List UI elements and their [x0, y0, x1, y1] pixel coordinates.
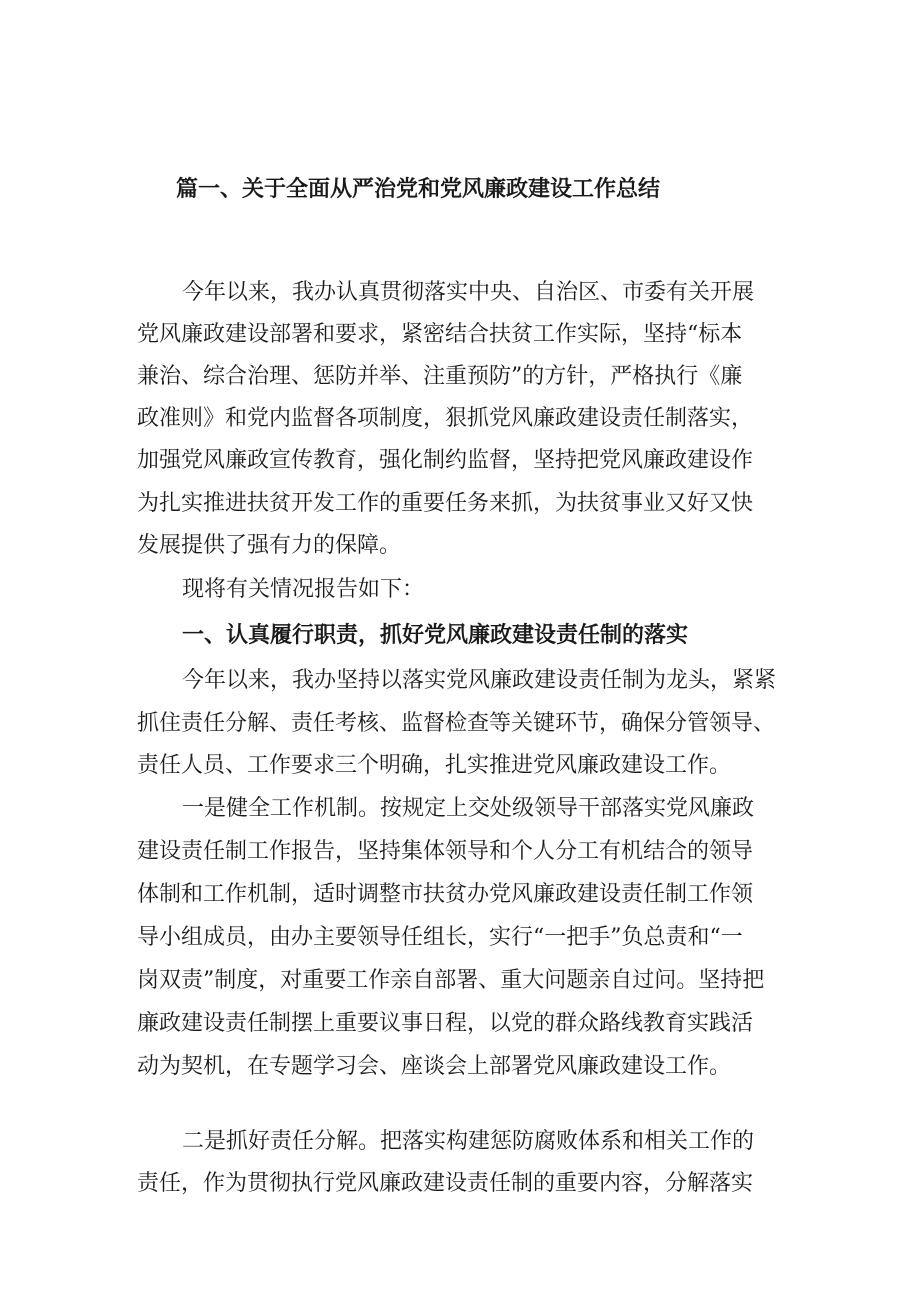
paragraph-line: 一是健全工作机制。按规定上交处级领导干部落实党风廉政	[182, 796, 755, 821]
paragraph-line: 为扎实推进扶贫开发工作的重要任务来抓，为扶贫事业又好又快	[137, 491, 754, 516]
paragraph-line: 发展提供了强有力的保障。	[137, 533, 402, 558]
paragraph-line: 党风廉政建设部署和要求，紧密结合扶贫工作实际，坚持“标本	[137, 322, 743, 347]
paragraph-line: 今年以来，我办坚持以落实党风廉政建设责任制为龙头，紧紧	[182, 668, 777, 693]
paragraph-line: 岗双责”制度，对重要工作亲自部署、重大问题亲自过问。坚持把	[137, 968, 765, 993]
paragraph-line: 廉政建设责任制摆上重要议事日程，以党的群众路线教育实践活	[137, 1011, 754, 1036]
paragraph-line: 体制和工作机制，适时调整市扶贫办党风廉政建设责任制工作领	[137, 882, 754, 907]
paragraph-line: 现将有关情况报告如下：	[182, 577, 425, 602]
paragraph-line: 兼治、综合治理、惩防并举、注重预防”的方针，严格执行《廉	[137, 364, 743, 389]
paragraph-line: 建设责任制工作报告，坚持集体领导和个人分工有机结合的领导	[137, 839, 754, 864]
paragraph-line: 动为契机，在专题学习会、座谈会上部署党风廉政建设工作。	[137, 1054, 732, 1079]
paragraph-line: 导小组成员，由办主要领导任组长，实行“一把手”负总责和“一	[137, 925, 743, 950]
section-heading: 一、认真履行职责，抓好党风廉政建设责任制的落实	[182, 623, 689, 648]
paragraph-line: 责任人员、工作要求三个明确，扎实推进党风廉政建设工作。	[137, 753, 732, 778]
paragraph-line: 今年以来，我办认真贯彻落实中央、自治区、市委有关开展	[182, 280, 755, 305]
document-title: 篇一、关于全面从严治党和党风廉政建设工作总结	[176, 177, 661, 202]
paragraph-line: 加强党风廉政宣传教育，强化制约监督，坚持把党风廉政建设作	[137, 448, 754, 473]
paragraph-line: 政准则》和党内监督各项制度，狠抓党风廉政建设责任制落实，	[137, 406, 754, 431]
paragraph-line: 抓住责任分解、责任考核、监督检查等关键环节，确保分管领导、	[137, 711, 776, 736]
paragraph-line: 二是抓好责任分解。把落实构建惩防腐败体系和相关工作的	[182, 1129, 755, 1154]
paragraph-line: 责任，作为贯彻执行党风廉政建设责任制的重要内容，分解落实	[137, 1171, 754, 1196]
